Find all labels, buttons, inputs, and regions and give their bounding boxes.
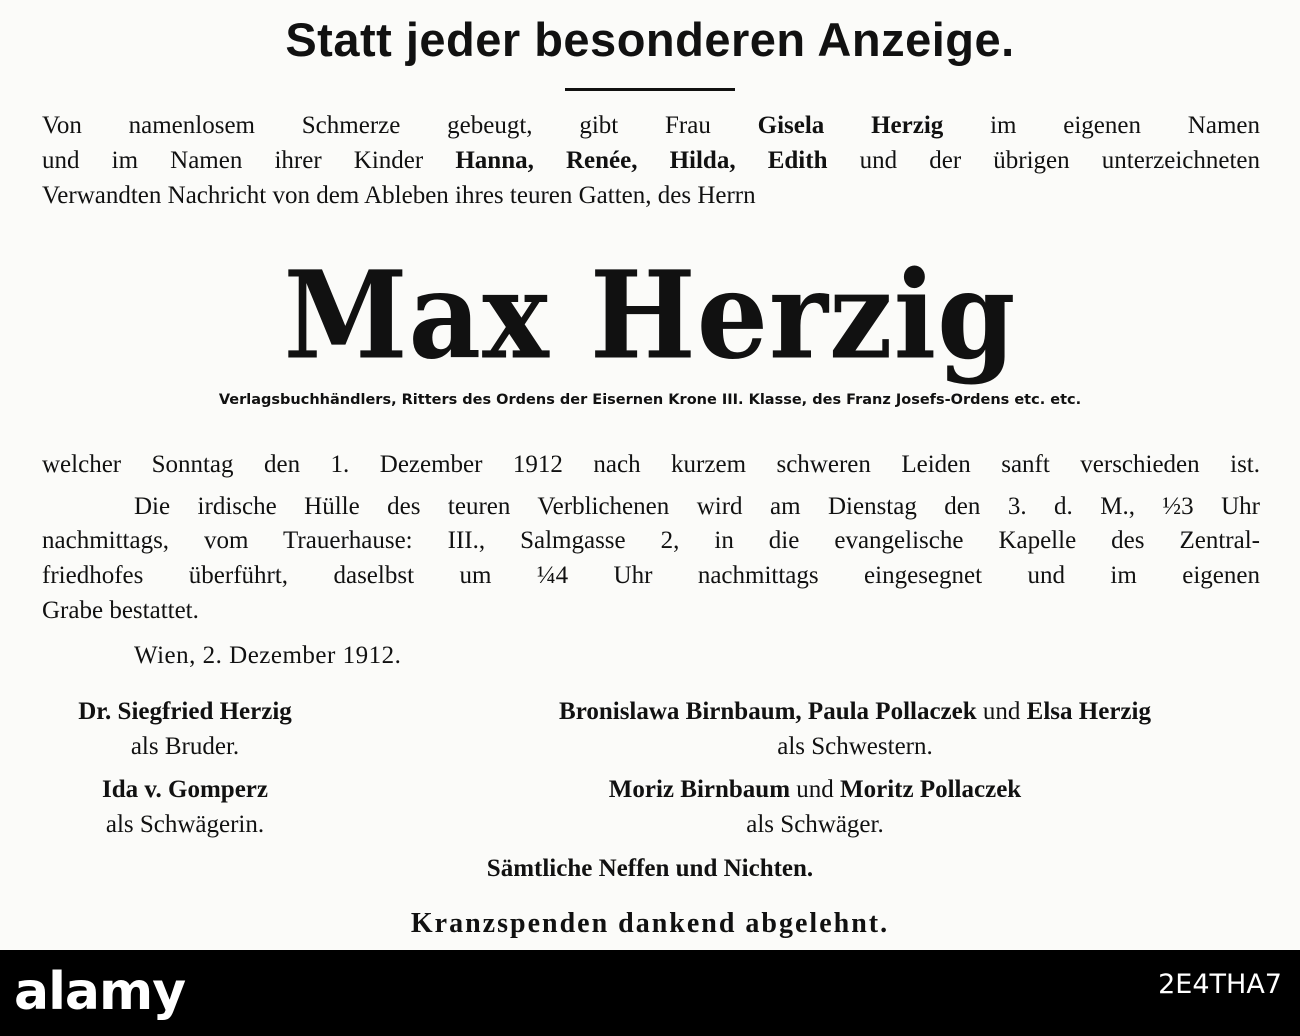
text-run: Von namenlosem Schmerze gebeugt, gibt Frau <box>42 112 758 139</box>
intro-line-1 <box>42 112 1260 140</box>
signatory-sister-in-law-role: als Schwägerin. <box>105 811 265 838</box>
place-date: Wien, 2. Dezember 1912. <box>134 642 402 669</box>
signatory-sister-in-law-name: Ida v. Gomperz <box>102 776 268 803</box>
funeral-line-4: Grabe bestattet. <box>42 597 199 624</box>
signatory-brothers-in-law-role: als Schwäger. <box>746 811 884 838</box>
closing-note: Kranzspenden dankend abgelehnt. <box>410 908 890 939</box>
death-announcement: welcher Sonntag den 1. Dezember 1912 nach kurzem schweren Leiden sanft verschieden ist. <box>42 451 1260 478</box>
bold-text-run: Bronislawa Birnbaum, Paula Pollaczek <box>559 698 977 725</box>
text-run: und <box>790 776 841 803</box>
watermark-footer <box>0 950 1300 1036</box>
signatory-sisters-names <box>440 698 1270 726</box>
heading-divider <box>565 88 735 91</box>
funeral-line-3: friedhofes überführt, daselbst um ¼4 Uhr nachmittags eingesegnet und im eigenen <box>42 562 1260 589</box>
bold-text-run: Gisela Herzig <box>757 112 944 139</box>
deceased-titles: Verlagsbuchhändlers, Ritters des Ordens der Eisernen Krone III. Klasse, des Franz Josefs-Ordens etc. etc. <box>218 392 1082 408</box>
signatory-sisters-role: als Schwestern. <box>777 733 933 760</box>
signatory-brother-name: Dr. Siegfried Herzig <box>78 698 292 725</box>
intro-line-2 <box>42 147 1260 175</box>
alamy-logo-text: alamy <box>14 962 186 1022</box>
text-run: und im Namen ihrer Kinder <box>42 147 456 174</box>
alamy-logo <box>14 962 185 1022</box>
funeral-line-2: nachmittags, vom Trauerhause: III., Salmgasse 2, in die evangelische Kapelle des Zentral- <box>42 527 1260 554</box>
text-run: und der übrigen unterzeichneten <box>827 147 1261 174</box>
signatory-brothers-in-law-names <box>400 776 1230 804</box>
deceased-name: Max Herzig <box>283 245 1017 387</box>
text-run: im eigenen Namen <box>943 112 1260 139</box>
bold-text-run: Hanna, Renée, Hilda, Edith <box>455 147 828 174</box>
nephews-nieces: Sämtliche Neffen und Nichten. <box>486 855 814 882</box>
image-id-label <box>1158 970 1282 1000</box>
notice-heading: Statt jeder besonderen Anzeige. <box>285 13 1015 66</box>
bold-text-run: Elsa Herzig <box>1026 698 1151 725</box>
image-id: 2E4THA7 <box>1158 969 1282 1000</box>
bold-text-run: Moritz Pollaczek <box>840 776 1022 803</box>
funeral-line-1: Die irdische Hülle des teuren Verblichenen wird am Dienstag den 3. d. M., ½3 Uhr <box>134 493 1260 520</box>
text-run: und <box>976 698 1027 725</box>
intro-line-3: Verwandten Nachricht von dem Ableben ihres teuren Gatten, des Herrn <box>42 182 756 209</box>
signatory-brother-role: als Bruder. <box>130 733 240 760</box>
bold-text-run: Moriz Birnbaum <box>608 776 791 803</box>
